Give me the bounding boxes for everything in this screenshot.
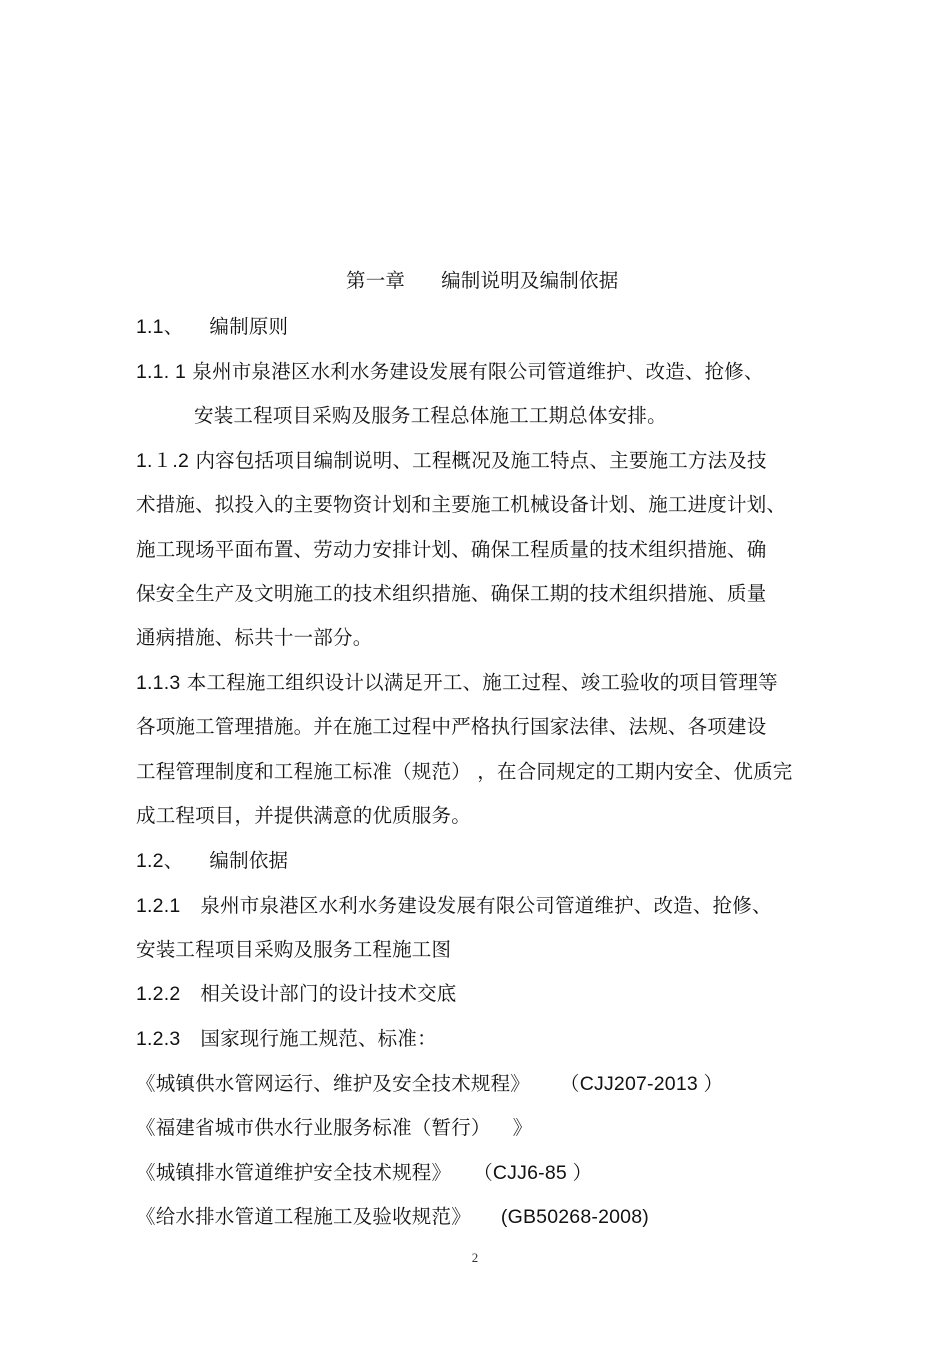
item-number: 1.2.1 (136, 895, 181, 917)
paragraph-line: 安装工程项目采购及服务工程施工图 (136, 938, 452, 961)
paragraph-line: 本工程施工组织设计以满足开工、施工过程、竣工验收的项目管理等 (186, 671, 778, 694)
standard-code: （CJJ207-2013 ） (560, 1073, 724, 1095)
section-heading-1-2 (136, 848, 288, 874)
standard-code: (GB50268-2008) (500, 1206, 649, 1228)
paragraph-line: 各项施工管理措施。并在施工过程中严格执行国家法律、法规、各项建设 (136, 715, 767, 738)
paragraph-line: 国家现行施工规范、标准： (200, 1027, 437, 1050)
item-number: 1.2.2 (136, 983, 181, 1005)
section-number: 1.2、 (136, 850, 184, 872)
standard-title: 《福建省城市供水行业服务标准（暂行） (136, 1116, 491, 1139)
standard-item (136, 1115, 532, 1141)
paragraph-line: 术措施、拟投入的主要物资计划和主要施工机械设备计划、施工进度计划、 (136, 493, 787, 516)
page-number: 2 (471, 1250, 479, 1265)
item-number: 1.1.3 (136, 672, 181, 694)
standard-item (136, 1204, 649, 1230)
standard-code: （CJJ6-85 ） (473, 1162, 593, 1184)
item-number: 1.１.2 (136, 450, 190, 472)
standard-item (136, 1071, 723, 1097)
section-title: 编制原则 (209, 315, 289, 338)
paragraph-line: 通病措施、标共十一部分。 (136, 626, 373, 649)
paragraph-1-1-3 (136, 670, 778, 696)
section-title: 编制依据 (209, 849, 289, 872)
chapter-title: 编制说明及编制依据 (441, 269, 619, 292)
item-number: 1.2.3 (136, 1028, 181, 1050)
chapter-heading (346, 268, 618, 294)
paragraph-line: 泉州市泉港区水利水务建设发展有限公司管道维护、改造、抢修、 (200, 894, 772, 917)
standard-title: 《城镇排水管道维护安全技术规程》 (136, 1161, 452, 1184)
section-number: 1.1、 (136, 316, 184, 338)
paragraph-line: 保安全生产及文明施工的技术组织措施、确保工期的技术组织措施、质量 (136, 582, 767, 605)
chapter-number: 第一章 (346, 269, 406, 292)
standard-item (136, 1160, 592, 1186)
section-heading-1-1 (136, 314, 288, 340)
paragraph-line: 安装工程项目采购及服务工程总体施工工期总体安排。 (194, 404, 667, 427)
paragraph-line: 工程管理制度和工程施工标准（规范） ，在合同规定的工期内安全、优质完 (136, 760, 793, 783)
paragraph-1-1-2 (136, 448, 767, 474)
paragraph-line: 成工程项目，并提供满意的优质服务。 (136, 804, 471, 827)
paragraph-1-2-1 (136, 893, 772, 919)
paragraph-line: 施工现场平面布置、劳动力安排计划、确保工程质量的技术组织措施、确 (136, 538, 767, 561)
standard-title: 《给水排水管道工程施工及验收规范》 (136, 1205, 471, 1228)
standard-title: 《城镇供水管网运行、维护及安全技术规程》 (136, 1072, 531, 1095)
paragraph-1-2-2 (136, 981, 456, 1007)
paragraph-line: 相关设计部门的设计技术交底 (200, 982, 457, 1005)
paragraph-1-1-1 (136, 359, 764, 385)
paragraph-line: 泉州市泉港区水利水务建设发展有限公司管道维护、改造、抢修、 (192, 360, 764, 383)
item-number: 1.1. 1 (136, 361, 186, 383)
paragraph-line: 内容包括项目编制说明、工程概况及施工特点、主要施工方法及技 (195, 449, 767, 472)
paragraph-1-2-3 (136, 1026, 437, 1052)
standard-code: 》 (512, 1116, 533, 1139)
